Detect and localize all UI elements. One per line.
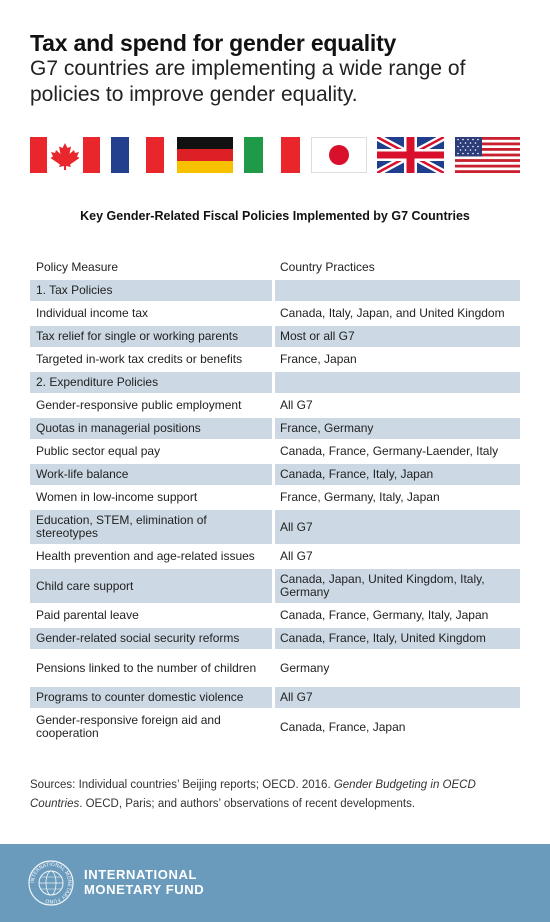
- policy-measure: 1. Tax Policies: [30, 280, 272, 301]
- table-row: [30, 303, 520, 324]
- policy-measure: Work-life balance: [30, 464, 272, 485]
- country-practices: All G7: [275, 510, 520, 544]
- policy-measure: Health prevention and age-related issues: [36, 549, 255, 563]
- seal-text: INTERNATIONAL MONETARY FUND: [29, 861, 73, 905]
- country-practices: France, Germany, Italy, Japan: [280, 490, 440, 504]
- policy-measure: Targeted in-work tax credits or benefits: [36, 352, 243, 366]
- country-practices: All G7: [280, 549, 313, 563]
- table-row: [30, 487, 520, 508]
- table-row: [30, 710, 520, 744]
- imf-wordmark: [84, 867, 204, 897]
- country-practices: Canada, France, Germany, Italy, Japan: [280, 608, 489, 622]
- canada-flag-icon: [30, 137, 100, 173]
- country-practices: Canada, France, Italy, United Kingdom: [275, 628, 520, 649]
- table-row: [30, 651, 520, 685]
- country-practices: Canada, France, Japan: [280, 719, 406, 734]
- table-row: [30, 687, 520, 708]
- table-row: [30, 464, 520, 485]
- g7-flags: [30, 137, 520, 175]
- table-row: [30, 628, 520, 649]
- sources-text: Sources: Individual countries’ Beijing reports; OECD. 2016.: [30, 779, 334, 791]
- sources-note: [30, 776, 520, 814]
- table-row: [30, 418, 520, 439]
- table-row: [30, 349, 520, 370]
- org-name-line1: INTERNATIONAL: [84, 867, 197, 882]
- country-practices: [275, 372, 520, 393]
- table-row: [30, 510, 520, 544]
- country-practices: France, Germany: [275, 418, 520, 439]
- policy-measure: Gender-responsive public employment: [36, 398, 242, 412]
- france-flag-icon: [111, 137, 164, 173]
- table-header-row: [30, 257, 520, 278]
- sources-publication-title: Gender Budgeting in OECD Countries: [30, 779, 476, 810]
- page-title: Tax and spend for gender equality: [30, 30, 397, 56]
- country-practices: [275, 280, 520, 301]
- policy-measure: Pensions linked to the number of children: [36, 660, 257, 675]
- policy-measure: Women in low-income support: [36, 490, 198, 504]
- header-country-practices: Country Practices: [280, 260, 375, 274]
- policy-measure: Programs to counter domestic violence: [30, 687, 272, 708]
- policy-measure: Quotas in managerial positions: [30, 418, 272, 439]
- policy-measure: Public sector equal pay: [36, 444, 161, 458]
- section-row: [30, 372, 520, 393]
- table-row: [30, 546, 520, 567]
- uk-flag-icon: [377, 137, 444, 173]
- country-practices: Canada, France, Germany-Laender, Italy: [280, 444, 499, 458]
- country-practices: Most or all G7: [275, 326, 520, 347]
- policy-measure: Paid parental leave: [36, 608, 139, 622]
- table-row: [30, 395, 520, 416]
- table-row: [30, 326, 520, 347]
- table-title: Key Gender-Related Fiscal Policies Implemented by G7 Countries: [80, 209, 470, 223]
- table-row: [30, 569, 520, 603]
- table-row: [30, 441, 520, 462]
- policy-measure: 2. Expenditure Policies: [30, 372, 272, 393]
- sources-text-end: . OECD, Paris; and authors’ observations of recent developments.: [79, 798, 416, 810]
- section-row: [30, 280, 520, 301]
- policy-measure: Individual income tax: [36, 306, 149, 320]
- country-practices: All G7: [275, 687, 520, 708]
- country-practices: Canada, Italy, Japan, and United Kingdom: [280, 306, 505, 320]
- usa-flag-icon: [455, 137, 520, 173]
- org-name-line2: MONETARY FUND: [84, 882, 205, 897]
- policy-table: [30, 257, 520, 746]
- page-subtitle: G7 countries are implementing a wide range of policies to improve gender equality.: [30, 57, 466, 106]
- policy-measure: Gender-responsive foreign aid and cooperation: [36, 713, 221, 740]
- policy-measure: Education, STEM, elimination of stereotypes: [30, 510, 272, 544]
- country-practices: Canada, Japan, United Kingdom, Italy, Germany: [275, 569, 520, 603]
- header-policy-measure: Policy Measure: [36, 260, 119, 274]
- policy-measure: Gender-related social security reforms: [30, 628, 272, 649]
- country-practices: Canada, France, Italy, Japan: [275, 464, 520, 485]
- country-practices: All G7: [280, 398, 313, 412]
- germany-flag-icon: [177, 137, 233, 173]
- japan-flag-icon: [311, 137, 367, 173]
- country-practices: Germany: [280, 660, 330, 675]
- policy-measure: Child care support: [30, 569, 272, 603]
- italy-flag-icon: [244, 137, 300, 173]
- country-practices: France, Japan: [280, 352, 357, 366]
- table-row: [30, 605, 520, 626]
- imf-seal-icon: [28, 860, 74, 906]
- footer-bar: [0, 844, 550, 922]
- policy-measure: Tax relief for single or working parents: [30, 326, 272, 347]
